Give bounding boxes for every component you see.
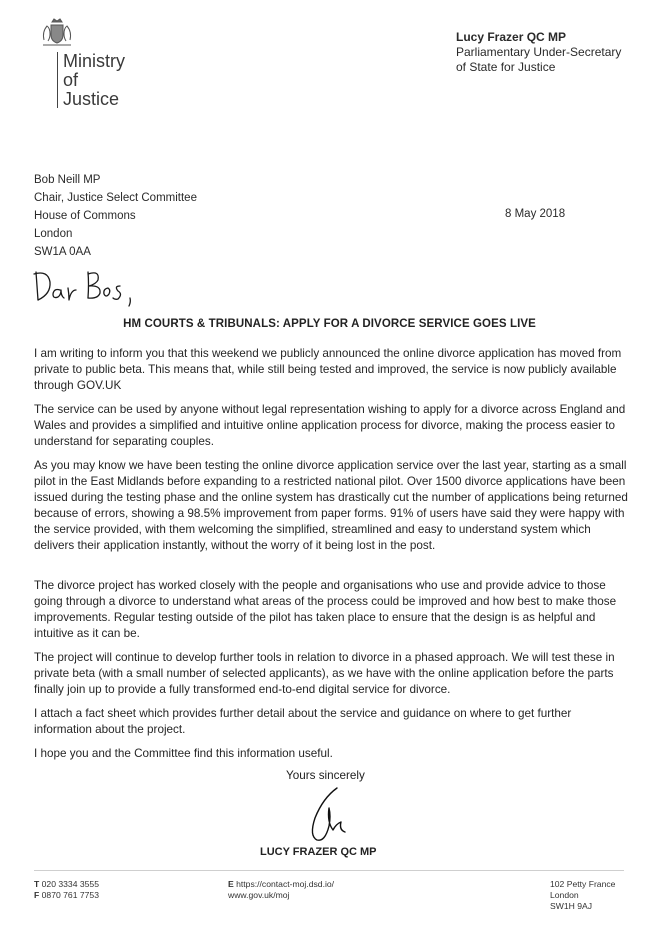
- footer-contact-online: E https://contact-moj.dsd.io/ www.gov.uk/moj: [228, 879, 335, 900]
- recipient-line: Chair, Justice Select Committee: [34, 192, 197, 204]
- body-paragraph-2: The service can be used by anyone without legal representation wishing to apply for a divorce across England and Wales and provides a simplified and intuitive online application process for divorce, making the process easier to understand for separating couples.: [34, 403, 626, 448]
- sender-name: Lucy Frazer QC MP: [456, 30, 567, 44]
- letter-heading: HM COURTS & TRIBUNALS: APPLY FOR A DIVORCE SERVICE GOES LIVE: [123, 318, 536, 330]
- recipient-line: SW1A 0AA: [34, 246, 91, 258]
- footer-email-link[interactable]: https://contact-moj.dsd.io/: [236, 879, 335, 889]
- body-paragraph-5: The project will continue to develop further tools in relation to divorce in a phased approach. We will test these in private beta (with a small number of selected applicants), as we have with the online application before the parts finally join up to provide a fully transformed end-to-end digital service for divorce.: [34, 651, 615, 696]
- logo-line-2: of Justice: [63, 70, 120, 109]
- logo-divider: [57, 52, 58, 108]
- footer-fax: 0870 761 7753: [41, 890, 99, 900]
- sender-title-line-1: Parliamentary Under-Secretary: [456, 45, 622, 59]
- footer-address-line: 102 Petty France: [550, 879, 616, 889]
- closing: Yours sincerely: [286, 769, 365, 782]
- footer-address-line: London: [550, 890, 579, 900]
- footer-address-line: SW1H 9AJ: [550, 901, 593, 911]
- footer-address: [550, 879, 615, 912]
- handwritten-salutation: [30, 264, 140, 310]
- royal-coat-of-arms-icon: [40, 18, 74, 48]
- handwritten-signature: [297, 780, 357, 850]
- body-paragraph-1: I am writing to inform you that this weekend we publicly announced the online divorce application has moved from private to public beta. This means that, while still being tested and improved, the service is now publicly available through GOV.UK: [34, 347, 622, 392]
- footer-contact-phone: T 020 3334 3555 F 0870 761 7753: [34, 879, 99, 900]
- body-paragraph-6: I attach a fact sheet which provides further detail about the service and guidance on where to get further information about the project.: [34, 707, 572, 736]
- body-paragraph-3: As you may know we have been testing the online divorce application service over the last year, starting as a small pilot in the East Midlands before expanding to a restricted national pilot. Over 1500 divorce applications have been issued during the testing phase and the online system has drastically cut the number of applications being returned because of errors, showing a 98.5% improvement from paper forms. 91% of users have said they were happy with the service provided, with them welcoming the simplified, streamlined and easy to understand system which delivers their application instantly, without the worry of it being lost in the post.: [34, 459, 628, 552]
- footer-divider: [34, 870, 624, 871]
- recipient-address: [34, 171, 197, 261]
- footer-phone: 020 3334 3555: [41, 879, 99, 889]
- body-paragraph-7: I hope you and the Committee find this information useful.: [34, 747, 333, 760]
- letter-date: 8 May 2018: [505, 208, 566, 220]
- logo-text: [63, 52, 125, 109]
- signatory-name: LUCY FRAZER QC MP: [260, 846, 377, 858]
- recipient-line: Bob Neill MP: [34, 174, 101, 186]
- recipient-line: London: [34, 228, 73, 240]
- sender-title-line-2: of State for Justice: [456, 60, 556, 74]
- sender-block: [456, 30, 621, 75]
- recipient-line: House of Commons: [34, 210, 136, 222]
- logo-line-1: Ministry: [63, 51, 125, 71]
- footer-web-link[interactable]: www.gov.uk/moj: [228, 890, 290, 900]
- body-paragraph-4: The divorce project has worked closely with the people and organisations who use and provide advice to those going through a divorce to understand what areas of the process could be improved and how best to make those improvements. Regular testing outside of the pilot has taken place to ensure that the design is as helpful and intuitive as it can be.: [34, 579, 617, 640]
